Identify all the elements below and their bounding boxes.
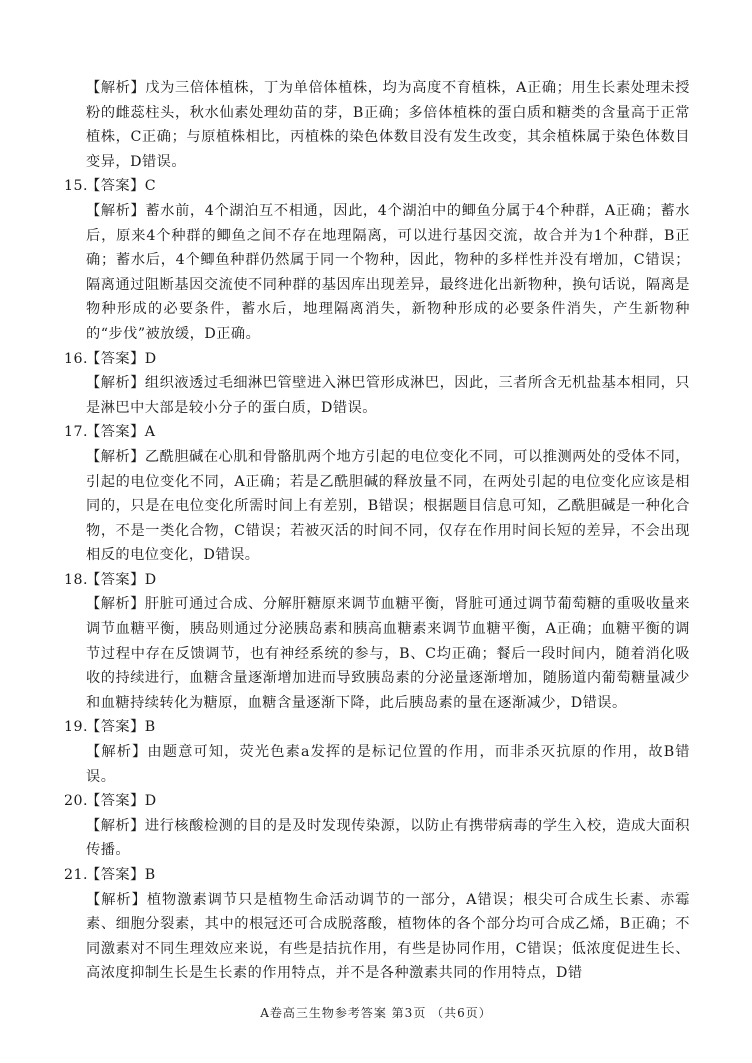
analysis-paragraph: 【解析】植物激素调节只是植物生命活动调节的一部分，A错误；根尖可合成生长素、赤霉素、细胞分裂素，其中的根冠还可合成脱落酸，植物体的各个部分均可合成乙烯，B正确；不同激素对不同生理效应来说，有些是拮抗作用，有些是协同作用，C错误；低浓度促进生长、高浓度抑制生长是生长素的作用特点，并不是各种激素共同的作用特点，D错 — [86, 891, 690, 982]
analysis-paragraph: 【解析】肝脏可通过合成、分解肝糖原来调节血糖平衡，肾脏可通过调节葡萄糖的重吸收量来调节血糖平衡，胰岛则通过分泌胰岛素和胰高血糖素来调节血糖平衡，A正确；血糖平衡的调节过程中存在反馈调节，也有神经系统的参与，B、C均正确；餐后一段时间内，随着消化吸收的持续进行，血糖含量逐渐增加进而导致胰岛素的分泌量逐渐增加，随肠道内葡萄糖量减少和血糖持续转化为糖原，血糖含量逐渐下降，此后胰岛素的量在逐渐减少，D错误。 — [86, 596, 690, 711]
answer-label: 【答案】D — [86, 350, 157, 367]
intro-analysis: 【解析】戊为三倍体植株，丁为单倍体植株，均为高度不育植株，A正确；用生长素处理未授粉的雌蕊柱头，秋水仙素处理幼苗的芽，B正确；多倍体植株的蛋白质和糖类的含量高于正常植株，C正确；与原植株相比，丙植株的染色体数目没有发生改变，其余植株属于染色体数目变异，D错误。 — [86, 80, 690, 170]
answer-label: 【答案】D — [86, 793, 157, 810]
answer-label: 【答案】A — [86, 424, 156, 441]
answer-label: 【答案】B — [86, 719, 156, 736]
page-footer: A卷高三生物参考答案 第3页 （共6页） — [260, 1006, 492, 1020]
question-answer-line — [64, 789, 690, 814]
analysis-paragraph: 【解析】蓄水前，4个湖泊互不相通，因此，4个湖泊中的鲫鱼分属于4个种群，A正确；蓄水后，原来4个种群的鲫鱼之间不存在地理隔离，可以进行基因交流，故合并为1个种群，B正确；蓄水后，4个鲫鱼种群仍然属于同一个物种，因此，物种的多样性并没有增加，C错误；隔离通过阻断基因交流使不同种群的基因库出现差异，最终进化出新物种，换句话说，隔离是物种形成的必要条件，蓄水后，地理隔离消失，新物种形成的必要条件消失，产生新物种的“步伐”被放缓，D正确。 — [86, 202, 690, 342]
analysis-paragraph: 【解析】组织液透过毛细淋巴管壁进入淋巴管形成淋巴，因此，三者所含无机盐基本相同，只是淋巴中大部是较小分子的蛋白质，D错误。 — [86, 375, 690, 416]
question-number: 17. — [64, 424, 89, 441]
answer-label: 【答案】C — [86, 178, 157, 195]
question-answer-line — [64, 568, 690, 593]
question-answer-line — [64, 863, 690, 888]
analysis-paragraph: 【解析】进行核酸检测的目的是及时发现传染源，以防止有携带病毒的学生入校，造成大面积传播。 — [86, 817, 690, 859]
analysis-paragraph: 【解析】由题意可知，荧光色素a发挥的是标记位置的作用，而非杀灭抗原的作用，故B错误。 — [86, 744, 690, 785]
question-number: 18. — [64, 571, 89, 588]
question-answer-line — [64, 174, 690, 199]
answer-label: 【答案】B — [86, 867, 156, 883]
question-answer-line — [64, 347, 690, 372]
analysis-paragraph: 【解析】乙酰胆碱在心肌和骨骼肌两个地方引起的电位变化不同，可以推测两处的受体不同，引起的电位变化不同，A正确；若是乙酰胆碱的释放量不同，在两处引起的电位变化应该是相同的，只是在电位变化所需时间上有差别，B错误；根据题目信息可知，乙酰胆碱是一种化合物，不是一类化合物，C错误；若被灭活的时间不同，仅存在作用时间长短的差异，不会出现相反的电位变化，D错误。 — [86, 448, 690, 564]
answer-label: 【答案】D — [86, 571, 157, 588]
question-number: 20. — [64, 793, 89, 810]
question-answer-line — [64, 715, 690, 740]
question-number: 21. — [64, 867, 89, 883]
answer-key-content — [64, 76, 690, 986]
question-number: 19. — [64, 719, 89, 736]
question-number: 15. — [64, 178, 89, 195]
question-answer-line — [64, 420, 690, 445]
question-number: 16. — [64, 350, 89, 367]
